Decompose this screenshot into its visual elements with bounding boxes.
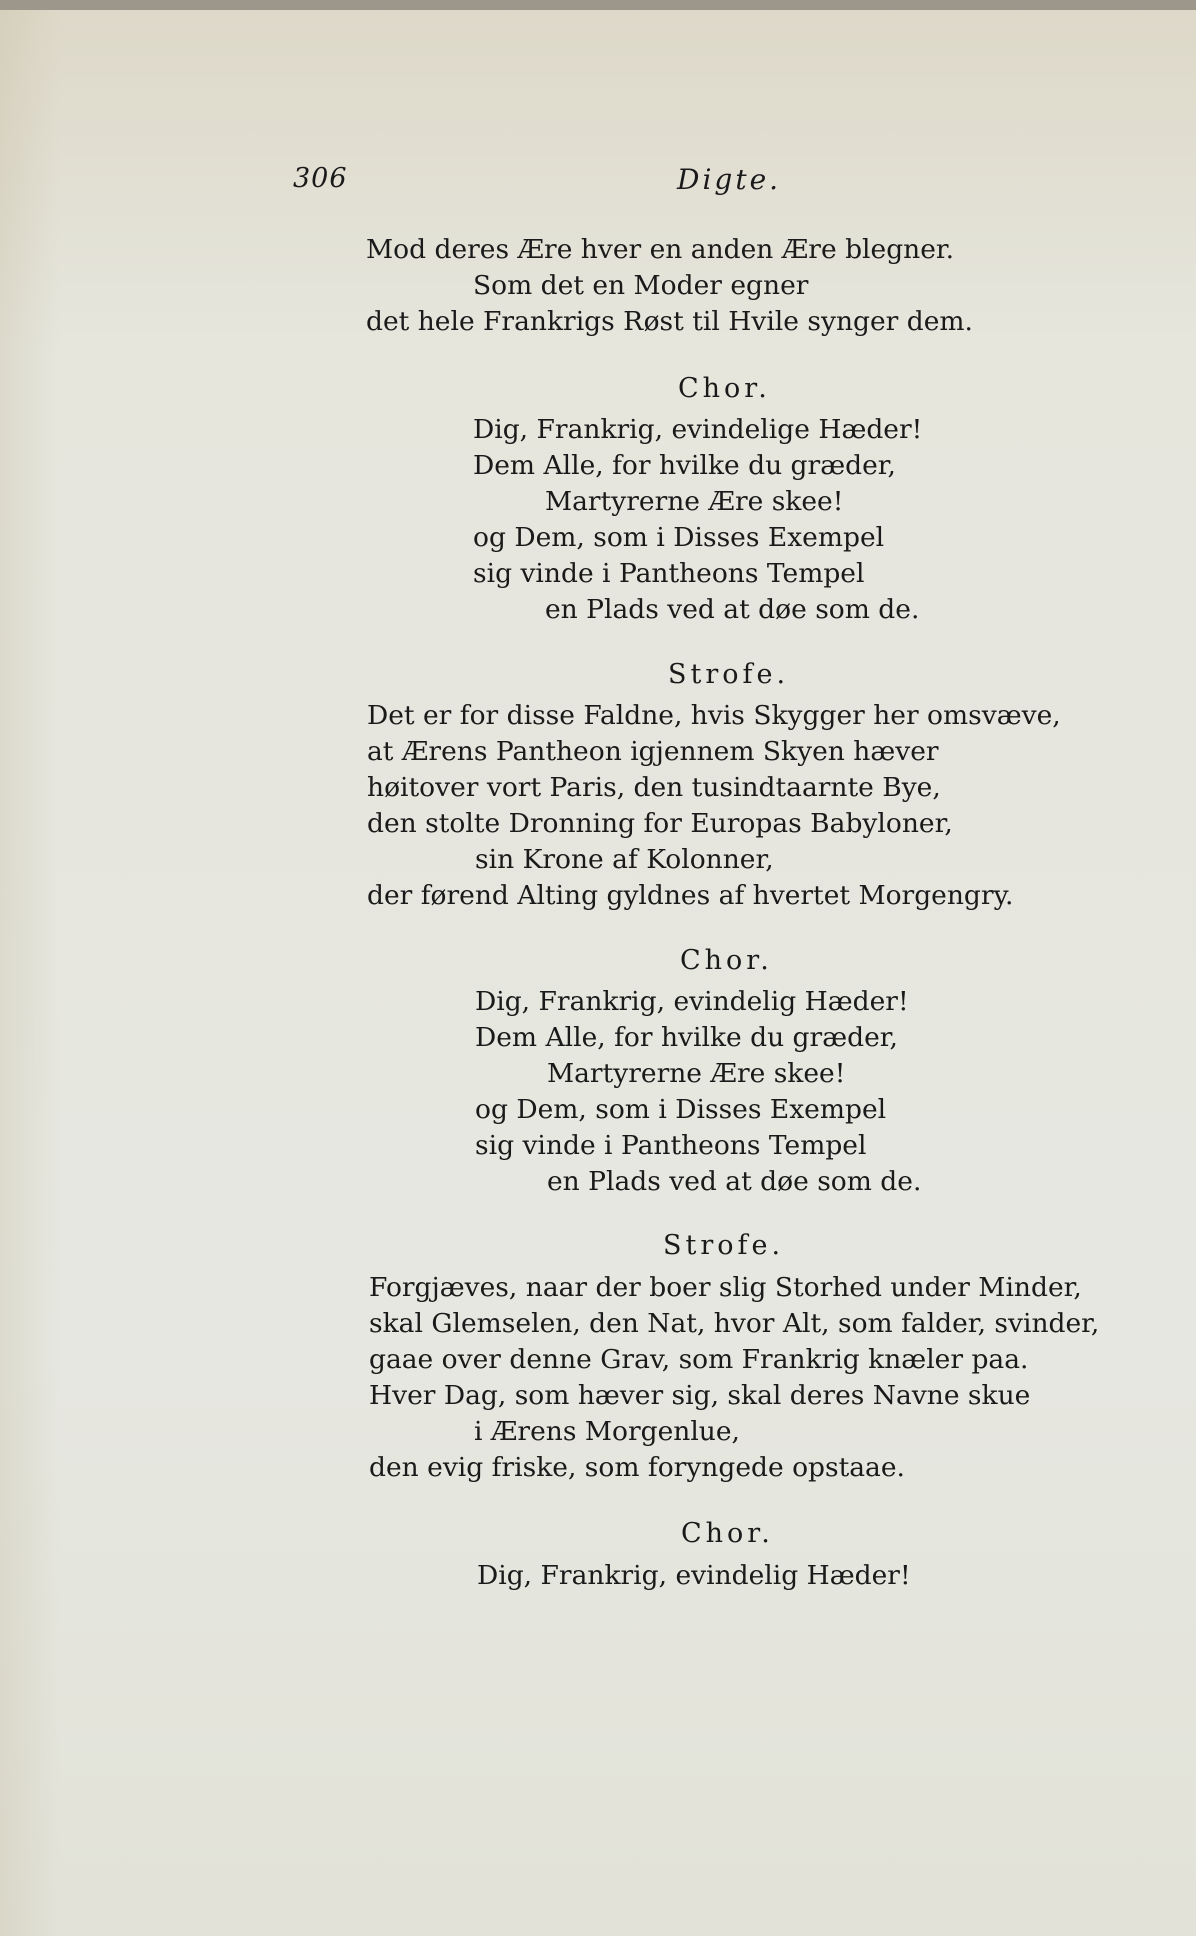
verse-line: og Dem, som i Disses Exempel [475, 1094, 887, 1125]
verse-line: Forgjæves, naar der boer slig Storhed under Minder, [369, 1272, 1082, 1303]
verse-line: Mod deres Ære hver en anden Ære blegner. [366, 234, 955, 265]
section-heading: Strofe. [668, 659, 790, 690]
verse-line: Det er for disse Faldne, hvis Skygger her omsvæve, [367, 700, 1061, 731]
verse-line: sig vinde i Pantheons Tempel [473, 558, 865, 589]
verse-line: der førend Alting gyldnes af hvertet Morgengry. [367, 880, 1014, 911]
verse-line: det hele Frankrigs Røst til Hvile synger dem. [366, 306, 973, 337]
verse-line: Dig, Frankrig, evindelige Hæder! [473, 414, 923, 445]
verse-line: Som det en Moder egner [473, 270, 809, 301]
page-number: 306 [293, 163, 348, 194]
verse-line: Dem Alle, for hvilke du græder, [473, 450, 896, 481]
section-heading: Chor. [678, 373, 771, 404]
verse-line: den evig friske, som foryngede opstaae. [369, 1452, 905, 1483]
running-title: Digte. [677, 163, 782, 196]
section-heading: Chor. [680, 945, 773, 976]
verse-line: en Plads ved at døe som de. [545, 594, 920, 625]
verse-line: den stolte Dronning for Europas Babyloner, [367, 808, 953, 839]
verse-line: Martyrerne Ære skee! [545, 486, 844, 517]
verse-line: sin Krone af Kolonner, [475, 844, 774, 875]
section-heading: Strofe. [663, 1230, 785, 1261]
verse-line: en Plads ved at døe som de. [547, 1166, 922, 1197]
verse-line: Martyrerne Ære skee! [547, 1058, 846, 1089]
verse-line: at Ærens Pantheon igjennem Skyen hæver [367, 736, 939, 767]
page-header [0, 163, 1196, 203]
verse-line: sig vinde i Pantheons Tempel [475, 1130, 867, 1161]
verse-line: Hver Dag, som hæver sig, skal deres Navne skue [369, 1380, 1031, 1411]
verse-line: og Dem, som i Disses Exempel [473, 522, 885, 553]
verse-line: Dig, Frankrig, evindelig Hæder! [475, 986, 909, 1017]
section-heading: Chor. [681, 1518, 774, 1549]
verse-line: Dig, Frankrig, evindelig Hæder! [477, 1560, 911, 1591]
verse-line: Dem Alle, for hvilke du græder, [475, 1022, 898, 1053]
verse-line: gaae over denne Grav, som Frankrig knæler paa. [369, 1344, 1029, 1375]
verse-line: i Ærens Morgenlue, [474, 1416, 740, 1447]
verse-line: skal Glemselen, den Nat, hvor Alt, som falder, svinder, [369, 1308, 1100, 1339]
verse-line: høitover vort Paris, den tusindtaarnte Bye, [367, 772, 941, 803]
